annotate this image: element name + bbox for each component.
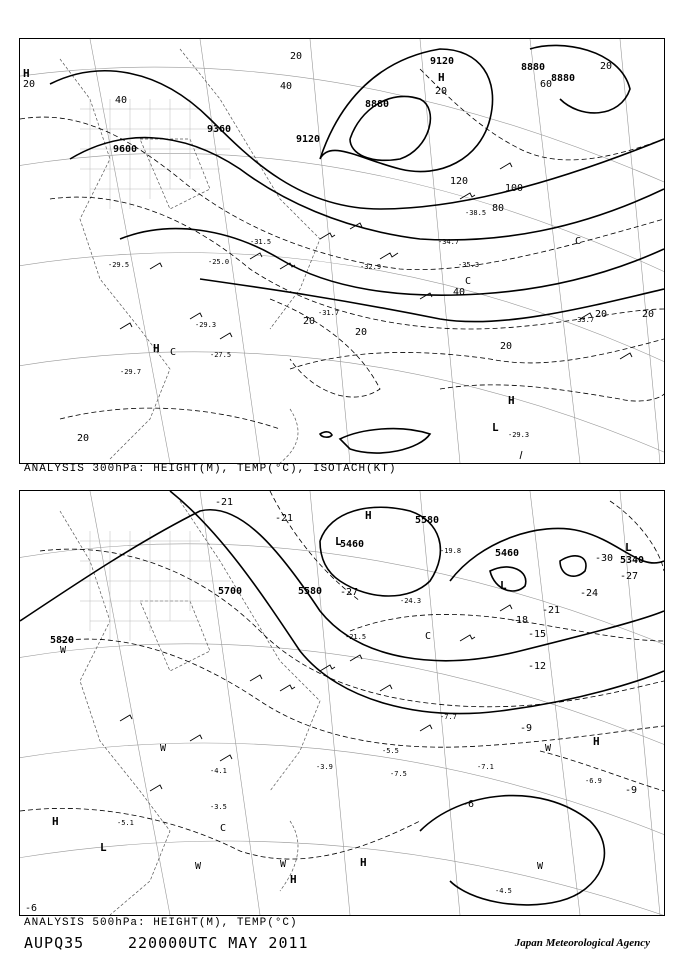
- isotach-label: 100: [505, 183, 524, 194]
- isotach-contours: [20, 69, 664, 429]
- height-label: 8880: [551, 73, 576, 84]
- station-temp: -5.1: [117, 819, 134, 827]
- valid-time: 220000UTC MAY 2011: [128, 934, 309, 952]
- height-label: 5460: [495, 548, 520, 559]
- station-temp: -38.5: [465, 209, 487, 217]
- height-label: 9120: [296, 134, 321, 145]
- station-temp: -35.3: [458, 261, 480, 269]
- height-label: 9360: [207, 124, 232, 135]
- warm-center-marker: W: [60, 645, 67, 656]
- isotach-label: 20: [355, 327, 368, 338]
- high-pressure-marker: H: [153, 342, 160, 355]
- high-pressure-marker: H: [508, 394, 515, 407]
- low-pressure-marker: L: [100, 841, 107, 854]
- temp-label: -6: [25, 903, 38, 914]
- station-temp: -4.5: [495, 887, 512, 895]
- isotach-label: 20: [500, 341, 513, 352]
- station-temp: -29.3: [195, 321, 217, 329]
- station-temp: -29.7: [120, 368, 142, 376]
- high-pressure-marker: H: [593, 735, 600, 748]
- temp-label: -18: [510, 615, 529, 626]
- station-temp: -7.7: [440, 713, 457, 721]
- low-pressure-marker: L: [335, 535, 342, 548]
- isotach-label: 120: [450, 176, 469, 187]
- station-temp: -32.9: [360, 263, 382, 271]
- station-temp: -34.7: [438, 238, 460, 246]
- graticule: [20, 491, 664, 915]
- station-temp: -27.5: [210, 351, 232, 359]
- map-panel-300hpa: [19, 38, 665, 464]
- isotach-label: 40: [453, 287, 466, 298]
- height-label: 9600: [113, 144, 138, 155]
- isotach-label: 80: [492, 203, 505, 214]
- temp-label: -27: [340, 587, 359, 598]
- isotach-label: 20: [23, 79, 36, 90]
- height-label: 9120: [430, 56, 455, 67]
- station-temp: -7.1: [477, 763, 494, 771]
- map-panel-500hpa: [19, 490, 665, 916]
- height-label: 5580: [415, 515, 440, 526]
- station-temp: -6.9: [585, 777, 602, 785]
- isotach-label: 40: [115, 95, 128, 106]
- height-label: 8880: [365, 99, 390, 110]
- isotach-label: 40: [280, 81, 293, 92]
- station-temp: -7.5: [390, 770, 407, 778]
- temp-label: -9: [520, 723, 533, 734]
- high-pressure-marker: H: [438, 71, 445, 84]
- warm-center-marker: W: [195, 861, 202, 872]
- agency-name: Japan Meteorological Agency: [514, 937, 650, 949]
- height-label: 5340: [620, 555, 645, 566]
- temp-label: -21: [542, 605, 561, 616]
- map-500hpa-canvas: [20, 491, 664, 915]
- temp-label: -21: [275, 513, 294, 524]
- isotach-label: 20: [303, 316, 316, 327]
- station-temp: -31.5: [250, 238, 272, 246]
- cold-center-marker: C: [220, 823, 227, 834]
- low-pressure-marker: L: [625, 541, 632, 554]
- temp-label: -21: [215, 497, 234, 508]
- station-temp: -33.7: [573, 316, 595, 324]
- low-pressure-marker: L: [500, 579, 507, 592]
- height-label: 5820: [50, 635, 75, 646]
- cold-center-marker: C: [465, 276, 472, 287]
- warm-center-marker: W: [160, 743, 167, 754]
- height-label: 5700: [218, 586, 243, 597]
- temp-label: -12: [528, 661, 547, 672]
- isotach-label: 20: [595, 309, 608, 320]
- station-temp: -24.3: [400, 597, 422, 605]
- temp-label: -24: [580, 588, 599, 599]
- high-pressure-marker: H: [23, 67, 30, 80]
- isotach-label: 20: [435, 86, 448, 97]
- warm-center-marker: W: [280, 859, 287, 870]
- cold-center-marker: C: [425, 631, 432, 642]
- temp-label: -30: [595, 553, 614, 564]
- panel-500hpa-caption: ANALYSIS 500hPa: HEIGHT(M), TEMP(°C): [24, 917, 298, 929]
- warm-center-marker: W: [545, 743, 552, 754]
- height-label: 8880: [521, 62, 546, 73]
- isotach-label: 20: [642, 309, 655, 320]
- station-temp: -21.5: [345, 633, 367, 641]
- station-temp: -4.1: [210, 767, 227, 775]
- temp-label: -15: [528, 629, 547, 640]
- cold-center-marker: C: [170, 347, 177, 358]
- height-label: 5580: [298, 586, 323, 597]
- station-temp: -3.5: [210, 803, 227, 811]
- height-label: 5460: [340, 539, 365, 550]
- high-pressure-marker: H: [365, 509, 372, 522]
- station-temp: -31.7: [318, 309, 340, 317]
- warm-center-marker: W: [537, 861, 544, 872]
- wind-barbs: [120, 163, 632, 459]
- station-temp: -29.5: [108, 261, 130, 269]
- station-temp: -3.9: [316, 763, 333, 771]
- temp-label: -6: [462, 799, 475, 810]
- high-pressure-marker: H: [52, 815, 59, 828]
- station-temp: -25.0: [208, 258, 230, 266]
- station-temp: -19.8: [440, 547, 462, 555]
- high-pressure-marker: H: [290, 873, 297, 886]
- cold-center-marker: C: [575, 236, 582, 247]
- chart-code: AUPQ35: [24, 934, 85, 952]
- high-pressure-marker: H: [360, 856, 367, 869]
- map-300hpa-canvas: [20, 39, 664, 463]
- station-temp: -5.5: [382, 747, 399, 755]
- isotach-label: 20: [290, 51, 303, 62]
- temp-label: -27: [620, 571, 639, 582]
- isotach-label: 60: [540, 79, 553, 90]
- panel-300hpa-caption: ANALYSIS 300hPa: HEIGHT(M), TEMP(°C), ISOTACH(KT): [24, 463, 397, 475]
- isotach-label: 20: [600, 61, 613, 72]
- isotach-label: 20: [77, 433, 90, 444]
- station-temp: -29.3: [508, 431, 530, 439]
- temp-label: -9: [625, 785, 638, 796]
- low-pressure-marker: L: [492, 421, 499, 434]
